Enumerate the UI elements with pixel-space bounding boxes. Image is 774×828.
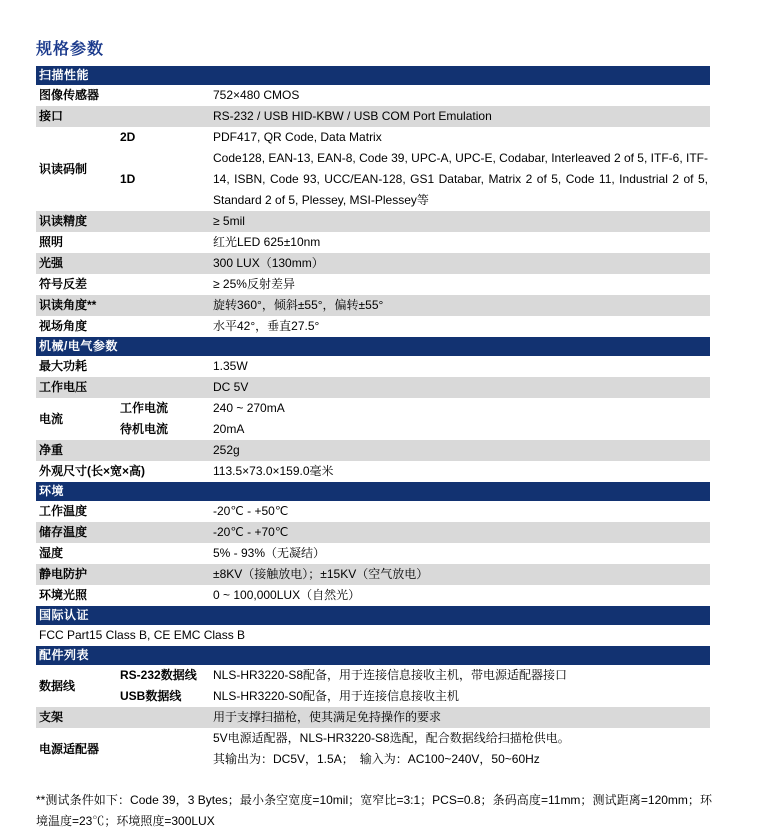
table-subrow: [120, 419, 710, 440]
table-subrow: [120, 665, 710, 686]
table-row: [36, 106, 710, 127]
table-row: [36, 274, 710, 295]
section-header-certifications: 国际认证: [36, 606, 710, 625]
spec-value: DC 5V: [213, 380, 249, 394]
spec-value-line: 5V电源适配器，NLS-HR3220-S8选配，配合数据线给扫描枪供电。: [213, 731, 570, 745]
spec-value: RS-232 / USB HID-KBW / USB COM Port Emulation: [213, 109, 492, 123]
table-row: [36, 377, 710, 398]
spec-value: 252g: [213, 443, 240, 457]
spec-value: 5% - 93%（无凝结）: [213, 546, 326, 560]
spec-value-multiline: [213, 728, 710, 770]
spec-label: 接口: [39, 109, 64, 123]
spec-value: 0 ~ 100,000LUX（自然光）: [213, 588, 361, 602]
spec-value: 旋转360°，倾斜±55°，偏转±55°: [213, 298, 384, 312]
spec-sublabel: 1D: [120, 172, 136, 186]
spec-label: 支架: [39, 710, 64, 724]
spec-label: 电流: [39, 411, 64, 426]
spec-value: 240 ~ 270mA: [213, 401, 285, 415]
table-row: [36, 211, 710, 232]
spec-label: 工作温度: [39, 504, 88, 518]
subrow-group: [120, 665, 710, 707]
spec-label: 数据线: [39, 678, 76, 693]
table-row: [36, 253, 710, 274]
table-row-group-current: [36, 398, 710, 440]
table-row-group-cables: [36, 665, 710, 707]
spec-label: 净重: [39, 443, 64, 457]
spec-label: 静电防护: [39, 567, 88, 581]
spec-label: 识读角度**: [39, 298, 97, 312]
spec-label: 工作电压: [39, 380, 88, 394]
table-subrow: [120, 398, 710, 419]
section-header-accessories: 配件列表: [36, 646, 710, 665]
table-row: [36, 564, 710, 585]
spec-value: 752×480 CMOS: [213, 88, 300, 102]
spec-value-line: 其输出为：DC5V，1.5A； 输入为：AC100~240V，50~60Hz: [213, 752, 540, 766]
spec-value: 300 LUX（130mm）: [213, 256, 324, 270]
spec-label: 环境光照: [39, 588, 88, 602]
spec-value: Code128, EAN-13, EAN-8, Code 39, UPC-A, UPC-E, Codabar, Interleaved 2 of 5, ITF-6, ITF-14, ISBN, Code 93, UCC/EAN-128, GS1 Databar, Matrix 2 of 5, Code 11, Industrial 2 of 5, Standard 2 of 5, Plessey, MSI-Plessey等: [213, 151, 708, 207]
table-row: [36, 232, 710, 253]
subrow-group: [120, 127, 710, 211]
spec-value: 20mA: [213, 422, 245, 436]
table-row: [36, 501, 710, 522]
spec-label: 外观尺寸(长×宽×高): [39, 464, 146, 478]
spec-sublabel: USB数据线: [120, 689, 182, 703]
section-header-scan-performance: 扫描性能: [36, 66, 710, 85]
section-header-environment: 环境: [36, 482, 710, 501]
spec-value: 1.35W: [213, 359, 248, 373]
spec-label: 电源适配器: [39, 741, 100, 756]
table-row-power-adapter: [36, 728, 710, 770]
table-row-group-symbologies: [36, 127, 710, 211]
spec-sublabel: 待机电流: [120, 422, 169, 436]
spec-label: 储存温度: [39, 525, 88, 539]
table-row-certifications: [36, 625, 710, 646]
table-row: [36, 585, 710, 606]
spec-label: 识读精度: [39, 214, 88, 228]
spec-label: 湿度: [39, 546, 64, 560]
spec-value: NLS-HR3220-S0配备，用于连接信息接收主机: [213, 689, 460, 703]
table-subrow: [120, 686, 710, 707]
spec-label: 符号反差: [39, 277, 88, 291]
spec-sublabel: RS-232数据线: [120, 668, 197, 682]
table-row: [36, 295, 710, 316]
spec-label: 图像传感器: [39, 88, 100, 102]
spec-value: 用于支撑扫描枪，使其满足免持操作的要求: [213, 710, 442, 724]
table-row: [36, 356, 710, 377]
table-row: [36, 85, 710, 106]
test-conditions-footnote: **测试条件如下：Code 39，3 Bytes；最小条空宽度=10mil；宽窄比=3:1；PCS=0.8；条码高度=11mm；测试距离=120mm；环境温度=23℃；环境照度=300LUX: [36, 793, 712, 828]
spec-label: 照明: [39, 235, 64, 249]
spec-value: 113.5×73.0×159.0毫米: [213, 464, 334, 478]
table-row: [36, 440, 710, 461]
table-subrow: [120, 127, 710, 148]
spec-label: 视场角度: [39, 319, 88, 333]
spec-label: 最大功耗: [39, 359, 88, 373]
spec-value: -20℃ - +70℃: [213, 525, 289, 539]
spec-value: FCC Part15 Class B, CE EMC Class B: [39, 628, 246, 642]
table-row: [36, 522, 710, 543]
spec-label: 光强: [39, 256, 64, 270]
spec-value: ≥ 25%反射差异: [213, 277, 295, 291]
spec-label: 识读码制: [39, 161, 88, 176]
subrow-group: [120, 398, 710, 440]
table-row: [36, 707, 710, 728]
section-header-mechanical-electrical: 机械/电气参数: [36, 337, 710, 356]
table-row: [36, 543, 710, 564]
table-subrow: [120, 148, 710, 211]
spec-value: ≥ 5mil: [213, 214, 245, 228]
spec-value: NLS-HR3220-S8配备，用于连接信息接收主机，带电源适配器接口: [213, 668, 568, 682]
spec-value: ±8KV（接触放电）；±15KV（空气放电）: [213, 567, 429, 581]
spec-table: [36, 66, 710, 770]
table-row: [36, 316, 710, 337]
spec-value: PDF417, QR Code, Data Matrix: [213, 130, 382, 144]
table-row: [36, 461, 710, 482]
spec-value: 水平42°，垂直27.5°: [213, 319, 320, 333]
spec-sublabel: 工作电流: [120, 401, 169, 415]
page-title: 规格参数: [36, 41, 105, 58]
spec-value: 红光LED 625±10nm: [213, 235, 321, 249]
spec-sublabel: 2D: [120, 130, 136, 144]
spec-value: -20℃ - +50℃: [213, 504, 289, 518]
